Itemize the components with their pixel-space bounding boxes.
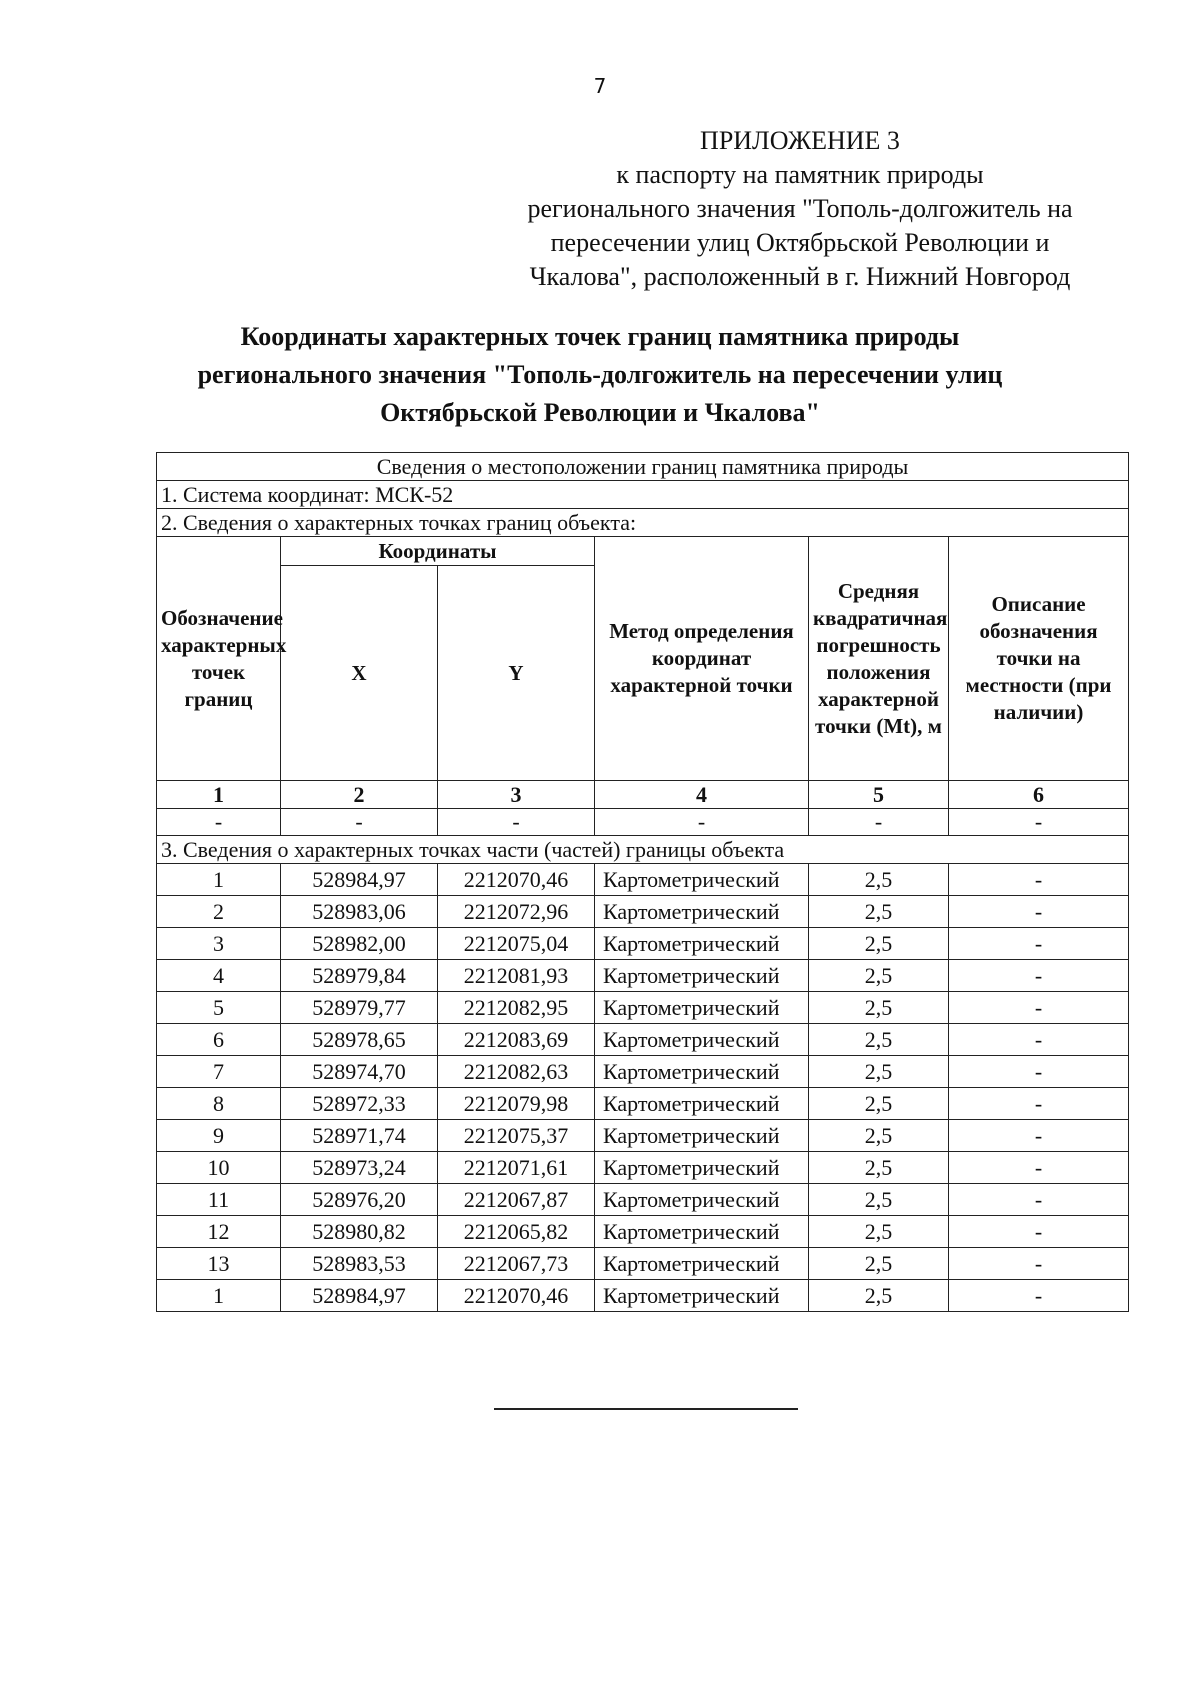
title-line: регионального значения "Тополь-долгожитель на пересечении улиц	[197, 360, 1003, 389]
coord-y: 2212065,82	[438, 1216, 595, 1248]
method-cell: Картометрический	[595, 1120, 809, 1152]
coord-x: 528976,20	[281, 1184, 438, 1216]
coord-y: 2212072,96	[438, 896, 595, 928]
coord-y: 2212083,69	[438, 1024, 595, 1056]
description-cell: -	[949, 1120, 1129, 1152]
coord-y: 2212070,46	[438, 864, 595, 896]
table-caption: Сведения о местоположении границ памятника природы	[157, 453, 1129, 481]
coord-y: 2212081,93	[438, 960, 595, 992]
method-cell: Картометрический	[595, 896, 809, 928]
section-boundary-points: 2. Сведения о характерных точках границ объекта:	[157, 509, 1129, 537]
description-cell: -	[949, 864, 1129, 896]
description-cell: -	[949, 1216, 1129, 1248]
error-cell: 2,5	[809, 1248, 949, 1280]
method-cell: Картометрический	[595, 1152, 809, 1184]
header-y: Y	[438, 566, 595, 781]
empty-cell: -	[809, 809, 949, 836]
point-number: 1	[157, 864, 281, 896]
coord-x: 528979,84	[281, 960, 438, 992]
point-number: 8	[157, 1088, 281, 1120]
point-number: 11	[157, 1184, 281, 1216]
coord-y: 2212070,46	[438, 1280, 595, 1312]
column-number: 5	[809, 781, 949, 809]
title-line: Октябрьской Революции и Чкалова"	[380, 398, 820, 427]
method-cell: Картометрический	[595, 1248, 809, 1280]
table-row	[157, 1280, 1129, 1312]
table-row	[157, 1024, 1129, 1056]
table-row	[157, 1088, 1129, 1120]
section-coordinate-system: 1. Система координат: МСК-52	[157, 481, 1129, 509]
appendix-line: пересечении улиц Октябрьской Революции и	[550, 228, 1050, 257]
point-number: 3	[157, 928, 281, 960]
header-designation: Обозначение характерных точек границ	[157, 537, 281, 781]
error-cell: 2,5	[809, 1280, 949, 1312]
table-row	[157, 1248, 1129, 1280]
appendix-heading	[480, 124, 1120, 294]
method-cell: Картометрический	[595, 1024, 809, 1056]
column-number: 6	[949, 781, 1129, 809]
coord-x: 528982,00	[281, 928, 438, 960]
coord-x: 528979,77	[281, 992, 438, 1024]
description-cell: -	[949, 1248, 1129, 1280]
method-cell: Картометрический	[595, 1088, 809, 1120]
column-number: 1	[157, 781, 281, 809]
coord-x: 528984,97	[281, 864, 438, 896]
error-cell: 2,5	[809, 960, 949, 992]
empty-cell: -	[281, 809, 438, 836]
header-coordinates: Координаты	[281, 537, 595, 566]
coord-y: 2212067,73	[438, 1248, 595, 1280]
empty-cell: -	[949, 809, 1129, 836]
table-row	[157, 1152, 1129, 1184]
description-cell: -	[949, 960, 1129, 992]
method-cell: Картометрический	[595, 864, 809, 896]
description-cell: -	[949, 1088, 1129, 1120]
coord-x: 528984,97	[281, 1280, 438, 1312]
table-row	[157, 1216, 1129, 1248]
description-cell: -	[949, 896, 1129, 928]
description-cell: -	[949, 928, 1129, 960]
table-row	[157, 896, 1129, 928]
coord-x: 528978,65	[281, 1024, 438, 1056]
table-row	[157, 992, 1129, 1024]
appendix-line: к паспорту на памятник природы	[616, 160, 984, 189]
point-number: 4	[157, 960, 281, 992]
coord-y: 2212082,63	[438, 1056, 595, 1088]
table-row	[157, 960, 1129, 992]
error-cell: 2,5	[809, 1152, 949, 1184]
empty-cell: -	[595, 809, 809, 836]
coord-x: 528974,70	[281, 1056, 438, 1088]
coord-x: 528983,06	[281, 896, 438, 928]
error-cell: 2,5	[809, 1056, 949, 1088]
error-cell: 2,5	[809, 864, 949, 896]
column-number: 3	[438, 781, 595, 809]
appendix-line: регионального значения "Тополь-долгожитель на	[527, 194, 1073, 223]
coord-y: 2212071,61	[438, 1152, 595, 1184]
table-row	[157, 864, 1129, 896]
point-number: 10	[157, 1152, 281, 1184]
method-cell: Картометрический	[595, 928, 809, 960]
empty-cell: -	[438, 809, 595, 836]
method-cell: Картометрический	[595, 992, 809, 1024]
error-cell: 2,5	[809, 1184, 949, 1216]
coord-y: 2212075,04	[438, 928, 595, 960]
description-cell: -	[949, 992, 1129, 1024]
point-number: 2	[157, 896, 281, 928]
coord-x: 528980,82	[281, 1216, 438, 1248]
coord-x: 528972,33	[281, 1088, 438, 1120]
error-cell: 2,5	[809, 992, 949, 1024]
appendix-line: ПРИЛОЖЕНИЕ 3	[700, 126, 900, 155]
point-number: 7	[157, 1056, 281, 1088]
column-number: 4	[595, 781, 809, 809]
description-cell: -	[949, 1280, 1129, 1312]
point-number: 6	[157, 1024, 281, 1056]
description-cell: -	[949, 1056, 1129, 1088]
table-row	[157, 1120, 1129, 1152]
method-cell: Картометрический	[595, 1280, 809, 1312]
point-number: 1	[157, 1280, 281, 1312]
point-number: 12	[157, 1216, 281, 1248]
coordinates-table	[156, 452, 1129, 1312]
error-cell: 2,5	[809, 928, 949, 960]
appendix-line: Чкалова", расположенный в г. Нижний Новгород	[529, 262, 1071, 291]
method-cell: Картометрический	[595, 1184, 809, 1216]
coord-x: 528973,24	[281, 1152, 438, 1184]
page-number: 7	[593, 74, 607, 98]
error-cell: 2,5	[809, 896, 949, 928]
coord-x: 528971,74	[281, 1120, 438, 1152]
footer-divider	[494, 1408, 798, 1410]
description-cell: -	[949, 1024, 1129, 1056]
description-cell: -	[949, 1152, 1129, 1184]
point-number: 5	[157, 992, 281, 1024]
table-row	[157, 1056, 1129, 1088]
method-cell: Картометрический	[595, 1056, 809, 1088]
error-cell: 2,5	[809, 1120, 949, 1152]
method-cell: Картометрический	[595, 1216, 809, 1248]
document-title	[150, 318, 1050, 432]
section-part-points: 3. Сведения о характерных точках части (частей) границы объекта	[157, 836, 1129, 864]
column-number: 2	[281, 781, 438, 809]
error-cell: 2,5	[809, 1088, 949, 1120]
error-cell: 2,5	[809, 1024, 949, 1056]
point-number: 13	[157, 1248, 281, 1280]
header-description: Описание обозначения точки на местности (при наличии)	[949, 537, 1129, 781]
table-row	[157, 1184, 1129, 1216]
empty-cell: -	[157, 809, 281, 836]
point-number: 9	[157, 1120, 281, 1152]
description-cell: -	[949, 1184, 1129, 1216]
coord-y: 2212082,95	[438, 992, 595, 1024]
error-cell: 2,5	[809, 1216, 949, 1248]
coord-y: 2212067,87	[438, 1184, 595, 1216]
table-row	[157, 928, 1129, 960]
header-method: Метод определения координат характерной точки	[595, 537, 809, 781]
header-error: Средняя квадратичная погрешность положения характерной точки (Mt), м	[809, 537, 949, 781]
title-line: Координаты характерных точек границ памятника природы	[240, 322, 960, 351]
coord-y: 2212079,98	[438, 1088, 595, 1120]
coord-y: 2212075,37	[438, 1120, 595, 1152]
method-cell: Картометрический	[595, 960, 809, 992]
coord-x: 528983,53	[281, 1248, 438, 1280]
header-x: X	[281, 566, 438, 781]
